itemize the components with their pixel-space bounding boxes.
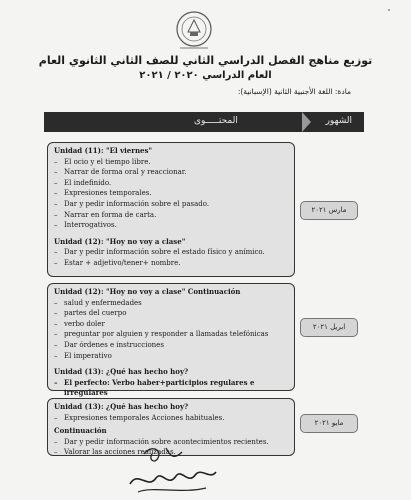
unit-title: Unidad (12): "Hoy no voy a clase" bbox=[54, 236, 186, 246]
list-item: – Dar y pedir información sobre el estado físico y anímico. bbox=[54, 247, 288, 258]
list-item: – Dar y pedir información sobre el pasado. bbox=[54, 199, 288, 210]
list-item: – salud y enfermedades bbox=[54, 298, 288, 309]
months-header: الشهور bbox=[325, 116, 352, 126]
subject-label: مادة: اللغة الأجنبية الثانية (الإسبانية): bbox=[237, 87, 351, 96]
document-title: توزيع مناهج الفصل الدراسي الثاني للصف الثاني الثانوي العام bbox=[38, 54, 373, 67]
list-item: – Interrogativos. bbox=[54, 220, 288, 231]
list-item: – El ocio y el tiempo libre. bbox=[54, 157, 288, 168]
month-label-may: مايو ٢٠٢١ bbox=[300, 414, 358, 433]
list-item: – Dar y pedir información sobre acontecimientos recientes. bbox=[54, 437, 288, 448]
unit-title: Unidad (13): ¿Qué has hecho hoy? bbox=[54, 367, 189, 377]
unit-title: Unidad (13): ¿Qué has hecho hoy? bbox=[54, 402, 189, 411]
handwritten-signature bbox=[122, 440, 222, 498]
month-label-march: مارس ٢٠٢١ bbox=[300, 201, 358, 220]
continuation-title: Continuación bbox=[54, 426, 107, 436]
academic-year: العام الدراسي ٢٠٢٠ / ٢٠٢١ bbox=[139, 70, 272, 81]
list-item: – Valorar las acciones realizadas. bbox=[54, 447, 288, 458]
list-item: – Narrar en forma de carta. bbox=[54, 210, 288, 221]
ministry-seal-logo bbox=[168, 10, 220, 52]
content-box-april bbox=[47, 283, 295, 398]
list-item: – Estar + adjetivo/tener+ nombre. bbox=[54, 258, 288, 269]
list-item: – El perfecto: Verbo haber+participios regulares e irregulares bbox=[54, 378, 288, 399]
unit-title: Unidad (12): "Hoy no voy a clase" Continuación bbox=[54, 287, 241, 296]
list-item: – El imperativo bbox=[54, 351, 288, 362]
content-header: المحتـــــوى bbox=[194, 116, 238, 126]
list-item: – Dar órdenes e instrucciones bbox=[54, 340, 288, 351]
scan-dot bbox=[388, 9, 390, 11]
unit-title: Unidad (11): "El viernes" bbox=[54, 146, 153, 155]
list-item: – Expresiones temporales Acciones habituales. bbox=[54, 413, 288, 424]
list-item: – El indefinido. bbox=[54, 178, 288, 189]
table-header-bar bbox=[44, 112, 364, 132]
header-arrow-divider bbox=[302, 112, 311, 132]
month-label-april: ابريل ٢٠٢١ bbox=[300, 318, 358, 337]
list-item: – Expresiones temporales. bbox=[54, 188, 288, 199]
content-box-march bbox=[47, 142, 295, 277]
list-item: – preguntar por alguien y responder a llamadas telefónicas bbox=[54, 329, 288, 340]
list-item: – partes del cuerpo bbox=[54, 308, 288, 319]
list-item: – verbo doler bbox=[54, 319, 288, 330]
list-item: – Narrar de forma oral y reaccionar. bbox=[54, 167, 288, 178]
